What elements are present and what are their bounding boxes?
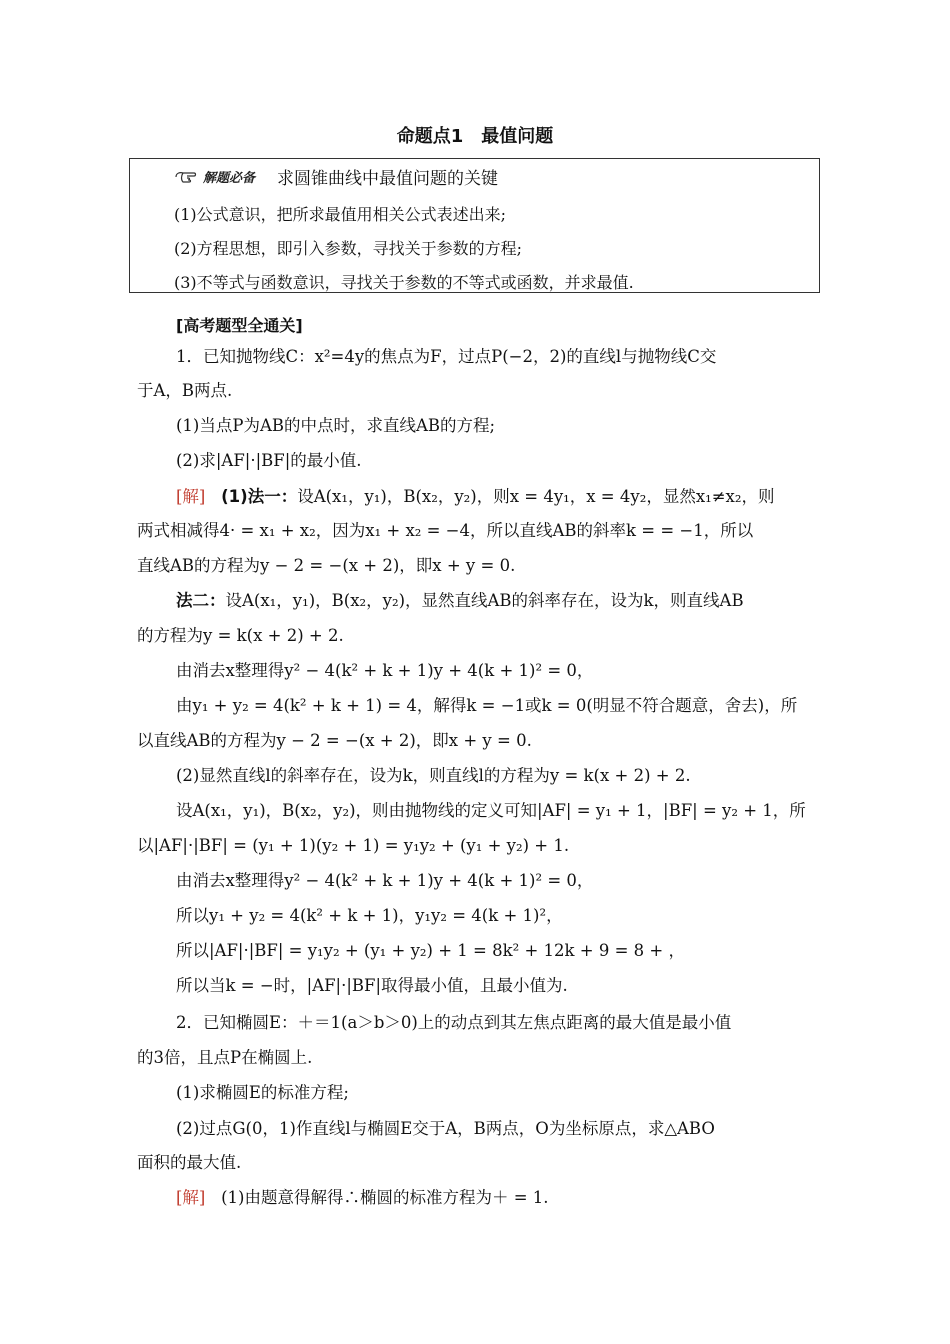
sol1-line-6: 由消去x整理得y² − 4(k² + k + 1)y + 4(k + 1)² = 0， bbox=[176, 661, 594, 680]
method-two-label: 法二： bbox=[176, 591, 226, 610]
sol1-line-12: 由消去x整理得y² − 4(k² + k + 1)y + 4(k + 1)² = 0， bbox=[176, 871, 594, 890]
q2-line-1: 2．已知椭圆E：＋＝1(a＞b＞0)上的动点到其左焦点距离的最大值是最小值 bbox=[176, 1013, 732, 1032]
method-one-label: (1)法一： bbox=[221, 487, 298, 506]
sol1-line-10: 设A(x₁，y₁)，B(x₂，y₂)，则由抛物线的定义可知|AF| = y₁ + 1，|BF| = y₂ + 1，所 bbox=[176, 801, 806, 820]
sol1-line-9: (2)显然直线l的斜率存在，设为k，则直线l的方程为y = k(x + 2) + 2. bbox=[176, 766, 691, 785]
sol1-line-15: 所以当k = −时，|AF|·|BF|取得最小值，且最小值为. bbox=[176, 976, 568, 995]
q2-line-2: 的3倍，且点P在椭圆上. bbox=[137, 1048, 313, 1067]
sol2-line-1 bbox=[176, 1188, 817, 1208]
q2-part-2a: (2)过点G(0，1)作直线l与椭圆E交于A，B两点，O为坐标原点，求△ABO bbox=[176, 1119, 715, 1138]
sol1-line-14: 所以|AF|·|BF| = y₁y₂ + (y₁ + y₂) + 1 = 8k² + 12k + 9 = 8 + ， bbox=[176, 941, 685, 960]
box-heading-row bbox=[174, 164, 498, 189]
sol2-text-1: (1)由题意得解得∴椭圆的标准方程为＋ = 1. bbox=[221, 1188, 549, 1207]
sol1-line-1 bbox=[176, 487, 817, 507]
q1-part-1: (1)当点P为AB的中点时，求直线AB的方程; bbox=[176, 416, 496, 435]
key-point-3: (3)不等式与函数意识，寻找关于参数的不等式或函数，并求最值. bbox=[174, 273, 634, 292]
q1-line-1: 1．已知抛物线C：x²=4y的焦点为F，过点P(−2，2)的直线l与抛物线C交 bbox=[176, 347, 717, 366]
key-points-box bbox=[129, 158, 820, 293]
sol1-line-8: 以直线AB的方程为y − 2 = −(x + 2)，即x + y = 0. bbox=[137, 731, 532, 750]
sol1-line-11: 以|AF|·|BF| = (y₁ + 1)(y₂ + 1) = y₁y₂ + (y₁ + y₂) + 1. bbox=[137, 836, 570, 855]
sol1-text-1: 设A(x₁，y₁)，B(x₂，y₂)，则x = 4y₁，x = 4y₂，显然x₁≠x₂，则 bbox=[297, 487, 775, 506]
sol1-line-3: 直线AB的方程为y − 2 = −(x + 2)，即x + y = 0. bbox=[137, 556, 516, 575]
key-point-2: (2)方程思想，即引入参数，寻找关于参数的方程; bbox=[174, 239, 523, 258]
sol1-line-7: 由y₁ + y₂ = 4(k² + k + 1) = 4，解得k = −1或k = 0(明显不符合题意，舍去)，所 bbox=[176, 696, 798, 715]
box-heading: 求圆锥曲线中最值问题的关键 bbox=[277, 169, 499, 189]
q2-part-2b: 面积的最大值. bbox=[137, 1153, 242, 1172]
pointing-hand-icon bbox=[174, 169, 200, 185]
section-label: [高考题型全通关] bbox=[176, 316, 303, 335]
solution-essentials-badge bbox=[174, 167, 255, 186]
key-point-1: (1)公式意识，把所求最值用相关公式表述出来; bbox=[174, 205, 507, 224]
q2-part-1: (1)求椭圆E的标准方程; bbox=[176, 1083, 349, 1102]
badge-label: 解题必备 bbox=[203, 171, 256, 186]
sol1-line-2: 两式相减得4· = x₁ + x₂，因为x₁ + x₂ = −4，所以直线AB的斜率k = = −1，所以 bbox=[137, 521, 754, 540]
sol1-line-4 bbox=[176, 591, 817, 611]
solution-tag: [解] bbox=[176, 487, 206, 506]
solution-tag: [解] bbox=[176, 1188, 206, 1207]
sol1-line-5: 的方程为y = k(x + 2) + 2. bbox=[137, 626, 344, 645]
q1-part-2: (2)求|AF|·|BF|的最小值. bbox=[176, 451, 362, 470]
sol1-text-4: 设A(x₁，y₁)，B(x₂，y₂)，显然直线AB的斜率存在，设为k，则直线AB bbox=[225, 591, 744, 610]
sol1-line-13: 所以y₁ + y₂ = 4(k² + k + 1)，y₁y₂ = 4(k + 1)²， bbox=[176, 906, 563, 925]
page-title: 命题点1 最值问题 bbox=[396, 126, 554, 147]
q1-line-2: 于A，B两点. bbox=[137, 381, 233, 400]
